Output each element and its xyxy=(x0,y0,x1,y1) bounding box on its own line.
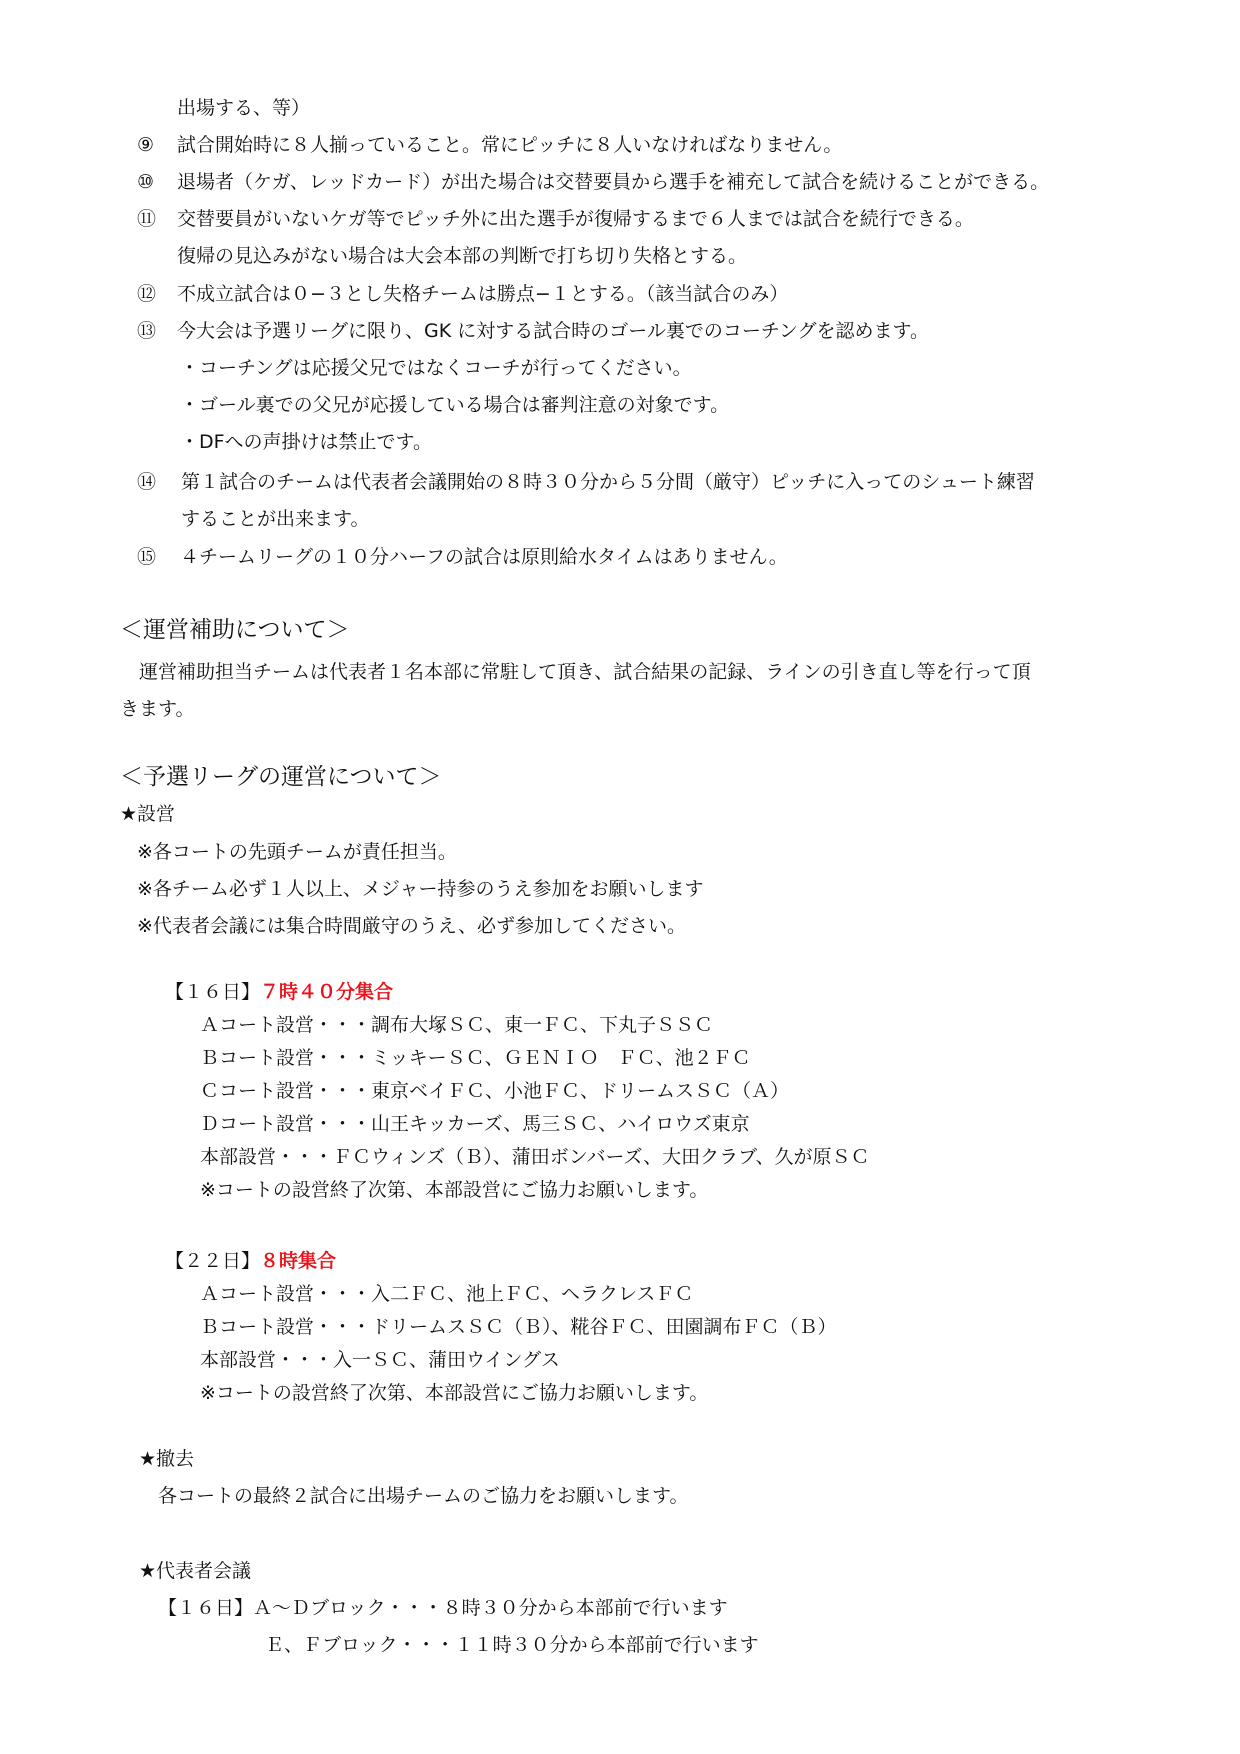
day16-note: ※コートの設営終了次第、本部設営にご協力お願いします。 xyxy=(200,1179,709,1201)
day16-label: 【１６日】 xyxy=(165,981,261,1003)
day16-court-c: Ｃコート設営・・・東京ベイＦＣ、小池ＦＣ、ドリームスＳＣ（Ａ） xyxy=(200,1080,790,1102)
rule-15-number: ⑮ xyxy=(137,546,157,568)
day16-hq-setup: 本部設営・・・ＦＣウィンズ（Ｂ）、蒲田ボンバーズ、大田クラブ、久が原ＳＣ xyxy=(200,1146,870,1168)
rule-13-bullet-parents: ・ゴール裏での父兄が応援している場合は審判注意の対象です。 xyxy=(180,394,730,416)
day22-header xyxy=(165,1249,336,1273)
rule-12-number: ⑫ xyxy=(137,283,157,305)
day22-court-b: Ｂコート設営・・・ドリームスＳＣ（Ｂ）、糀谷ＦＣ、田園調布ＦＣ（Ｂ） xyxy=(200,1316,837,1338)
rule-9-number: ⑨ xyxy=(137,134,155,156)
rule-13-bullet-coaching: ・コーチングは応援父兄ではなくコーチが行ってください。 xyxy=(180,357,692,379)
setup-title: ★設営 xyxy=(120,803,176,825)
meeting-line-1: 【１６日】Ａ～Ｄブロック・・・８時３０分から本部前で行います xyxy=(158,1597,728,1619)
support-body-line2: きます。 xyxy=(120,698,195,720)
rule-10-number: ⑩ xyxy=(137,171,155,193)
setup-note-3: ※代表者会議には集合時間厳守のうえ、必ず参加してください。 xyxy=(137,915,687,937)
day22-assembly-time: ８時集合 xyxy=(260,1250,337,1272)
removal-title: ★撤去 xyxy=(139,1448,195,1470)
day16-court-a: Ａコート設営・・・調布大塚ＳＣ、東一ＦＣ、下丸子ＳＳＣ xyxy=(200,1014,714,1036)
day16-court-b: Ｂコート設営・・・ミッキーＳＣ、ＧＥＮＩＯ ＦＣ、池２ＦＣ xyxy=(200,1047,751,1069)
support-body-line1: 運営補助担当チームは代表者１名本部に常駐して頂き、試合結果の記録、ラインの引き直し等を行って頂 xyxy=(139,661,1031,683)
rule-13-text: 今大会は予選リーグに限り、GK に対する試合時のゴール裏でのコーチングを認めます。 xyxy=(177,320,929,342)
day22-court-a: Ａコート設営・・・入二ＦＣ、池上ＦＣ、ヘラクレスＦＣ xyxy=(200,1283,694,1305)
rule-10-text: 退場者（ケガ、レッドカード）が出た場合は交替要員から選手を補充して試合を続けることができる。 xyxy=(177,171,1050,193)
rule-9-text: 試合開始時に８人揃っていること。常にピッチに８人いなければなりません。 xyxy=(177,134,843,156)
setup-note-1: ※各コートの先頭チームが責任担当。 xyxy=(137,841,457,863)
rule-13-number: ⑬ xyxy=(137,320,157,342)
day22-note: ※コートの設営終了次第、本部設営にご協力お願いします。 xyxy=(200,1382,709,1404)
rule-11-text-continuation: 復帰の見込みがない場合は大会本部の判断で打ち切り失格とする。 xyxy=(177,245,748,267)
day16-court-d: Ｄコート設営・・・山王キッカーズ、馬三ＳＣ、ハイロウズ東京 xyxy=(200,1113,750,1135)
meeting-line-2: Ｅ、Ｆブロック・・・１１時３０分から本部前で行います xyxy=(265,1634,759,1656)
rule-12-text: 不成立試合は０−３とし失格チームは勝点−１とする。（該当試合のみ） xyxy=(177,283,789,305)
league-heading: ＜予選リーグの運営について＞ xyxy=(120,764,442,790)
rule-14-text-continuation: することが出来ます。 xyxy=(181,508,370,530)
day16-header xyxy=(165,980,393,1004)
day16-assembly-time: ７時４０分集合 xyxy=(260,981,394,1003)
meeting-title: ★代表者会議 xyxy=(139,1560,252,1582)
setup-note-2: ※各チーム必ず１人以上、メジャー持参のうえ参加をお願いします xyxy=(137,878,704,900)
rule-11-text: 交替要員がいないケガ等でピッチ外に出た選手が復帰するまで６人までは試合を続行できる。 xyxy=(177,208,974,230)
rule-15-text: ４チームリーグの１０分ハーフの試合は原則給水タイムはありません。 xyxy=(180,546,788,568)
support-heading: ＜運営補助について＞ xyxy=(120,617,350,643)
rule-13-bullet-df: ・DFへの声掛けは禁止です。 xyxy=(180,431,433,453)
removal-body: 各コートの最終２試合に出場チームのご協力をお願いします。 xyxy=(158,1485,689,1507)
day22-label: 【２２日】 xyxy=(165,1250,261,1272)
rule-14-text: 第１試合のチームは代表者会議開始の８時３０分から５分間（厳守）ピッチに入ってのシュート練習 xyxy=(181,471,1035,493)
day22-hq-setup: 本部設営・・・入一ＳＣ、蒲田ウイングス xyxy=(200,1349,560,1371)
rule-11-number: ⑪ xyxy=(137,208,157,230)
rule-8-continuation: 出場する、等） xyxy=(177,97,311,119)
rule-14-number: ⑭ xyxy=(137,471,157,493)
